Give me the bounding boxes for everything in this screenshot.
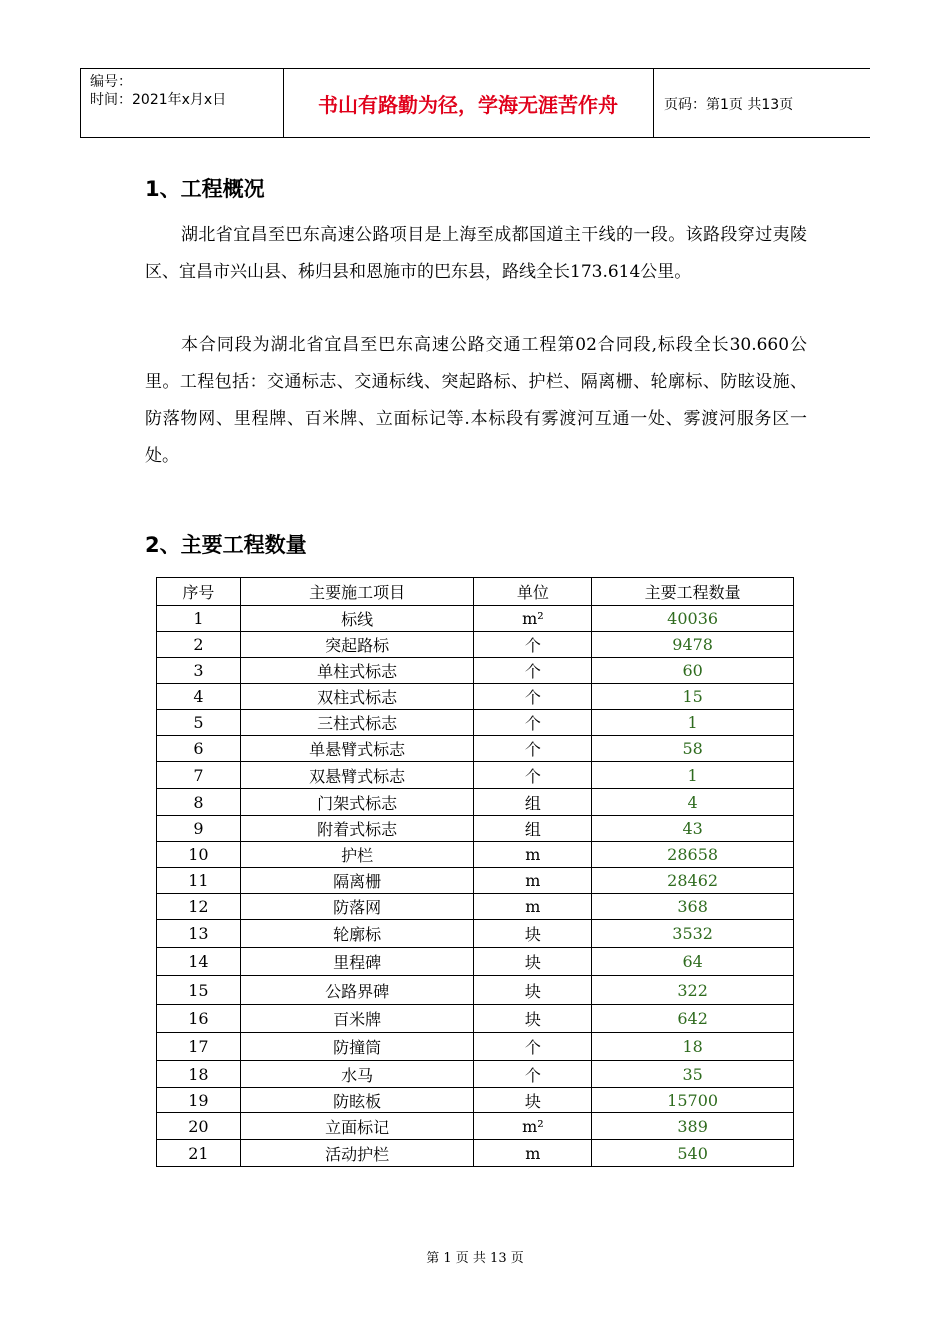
- row-item: 附着式标志: [240, 816, 474, 842]
- row-index: 12: [157, 894, 241, 920]
- column-header: 主要施工项目: [240, 578, 474, 606]
- table-row: [157, 868, 794, 894]
- row-item: 防落网: [240, 894, 474, 920]
- row-item: 里程碑: [240, 948, 474, 976]
- table-row: [157, 976, 794, 1005]
- row-quantity: 35: [592, 1061, 794, 1088]
- row-quantity: 40036: [592, 606, 794, 632]
- row-quantity: 322: [592, 976, 794, 1005]
- table-row: [157, 606, 794, 632]
- row-unit: m: [474, 894, 592, 920]
- row-index: 5: [157, 710, 241, 736]
- row-item: 标线: [240, 606, 474, 632]
- header-divider: [653, 69, 654, 137]
- row-index: 3: [157, 658, 241, 684]
- row-unit: 个: [474, 710, 592, 736]
- row-unit: 块: [474, 1088, 592, 1113]
- row-index: 7: [157, 762, 241, 789]
- column-header: 单位: [474, 578, 592, 606]
- row-item: 双柱式标志: [240, 684, 474, 710]
- page-header: [80, 68, 870, 138]
- row-unit: m²: [474, 606, 592, 632]
- section-1-paragraph: 本合同段为湖北省宜昌至巴东高速公路交通工程第02合同段,标段全长30.660公里。工程包括：交通标志、交通标线、突起路标、护栏、隔离栅、轮廓标、防眩设施、防落物网、里程牌、百米牌、立面标记等.本标段有雾渡河互通一处、雾渡河服务区一处。: [145, 335, 807, 466]
- table-row: [157, 684, 794, 710]
- row-item: 隔离栅: [240, 868, 474, 894]
- row-index: 4: [157, 684, 241, 710]
- row-item: 百米牌: [240, 1005, 474, 1033]
- row-item: 活动护栏: [240, 1140, 474, 1167]
- row-item: 护栏: [240, 842, 474, 868]
- table-row: [157, 842, 794, 868]
- row-unit: 个: [474, 684, 592, 710]
- row-index: 20: [157, 1113, 241, 1140]
- row-unit: 个: [474, 1061, 592, 1088]
- header-meta: [90, 73, 226, 109]
- row-unit: m²: [474, 1113, 592, 1140]
- document-number-label: 编号：: [90, 74, 132, 90]
- row-quantity: 58: [592, 736, 794, 762]
- header-divider: [80, 69, 81, 137]
- table-row: [157, 816, 794, 842]
- row-index: 11: [157, 868, 241, 894]
- row-index: 14: [157, 948, 241, 976]
- table-row: [157, 736, 794, 762]
- row-unit: 块: [474, 1005, 592, 1033]
- row-quantity: 368: [592, 894, 794, 920]
- row-quantity: 9478: [592, 632, 794, 658]
- table-row: [157, 920, 794, 948]
- row-index: 8: [157, 789, 241, 816]
- row-item: 防撞筒: [240, 1033, 474, 1061]
- row-quantity: 15700: [592, 1088, 794, 1113]
- row-quantity: 3532: [592, 920, 794, 948]
- row-item: 突起路标: [240, 632, 474, 658]
- row-unit: 个: [474, 736, 592, 762]
- row-unit: 块: [474, 976, 592, 1005]
- row-item: 轮廓标: [240, 920, 474, 948]
- quantity-table: [156, 577, 794, 1167]
- row-quantity: 389: [592, 1113, 794, 1140]
- row-quantity: 15: [592, 684, 794, 710]
- row-index: 6: [157, 736, 241, 762]
- row-quantity: 540: [592, 1140, 794, 1167]
- table-row: [157, 1005, 794, 1033]
- row-unit: m: [474, 842, 592, 868]
- row-item: 防眩板: [240, 1088, 474, 1113]
- section-2-title: 2、主要工程数量: [145, 533, 307, 557]
- row-quantity: 18: [592, 1033, 794, 1061]
- table-header-row: [157, 578, 794, 606]
- table-row: [157, 1088, 794, 1113]
- row-unit: 组: [474, 816, 592, 842]
- column-header: 主要工程数量: [592, 578, 794, 606]
- row-unit: 块: [474, 948, 592, 976]
- row-index: 21: [157, 1140, 241, 1167]
- row-quantity: 4: [592, 789, 794, 816]
- row-index: 17: [157, 1033, 241, 1061]
- row-quantity: 642: [592, 1005, 794, 1033]
- page-footer: 第 1 页 共 13 页: [426, 1251, 524, 1266]
- row-unit: m: [474, 868, 592, 894]
- row-index: 15: [157, 976, 241, 1005]
- row-index: 9: [157, 816, 241, 842]
- row-unit: 个: [474, 632, 592, 658]
- row-quantity: 1: [592, 762, 794, 789]
- section-1-title: 1、工程概况: [145, 177, 265, 201]
- row-unit: 个: [474, 1033, 592, 1061]
- row-index: 16: [157, 1005, 241, 1033]
- row-unit: 个: [474, 658, 592, 684]
- row-quantity: 28658: [592, 842, 794, 868]
- table-row: [157, 789, 794, 816]
- row-unit: 组: [474, 789, 592, 816]
- table-row: [157, 1061, 794, 1088]
- table-row: [157, 1140, 794, 1167]
- document-date: 时间：2021年x月x日: [90, 92, 227, 108]
- table-row: [157, 762, 794, 789]
- row-index: 2: [157, 632, 241, 658]
- row-quantity: 60: [592, 658, 794, 684]
- row-index: 19: [157, 1088, 241, 1113]
- row-item: 单悬臂式标志: [240, 736, 474, 762]
- row-index: 13: [157, 920, 241, 948]
- row-item: 公路界碑: [240, 976, 474, 1005]
- row-unit: m: [474, 1140, 592, 1167]
- row-unit: 块: [474, 920, 592, 948]
- row-quantity: 28462: [592, 868, 794, 894]
- header-motto: 书山有路勤为径，学海无涯苦作舟: [318, 92, 618, 117]
- row-index: 10: [157, 842, 241, 868]
- table-row: [157, 632, 794, 658]
- row-quantity: 1: [592, 710, 794, 736]
- table-row: [157, 894, 794, 920]
- column-header: 序号: [157, 578, 241, 606]
- header-page-info: 页码：第1页 共13页: [664, 97, 794, 113]
- table-row: [157, 948, 794, 976]
- row-item: 门架式标志: [240, 789, 474, 816]
- row-item: 水马: [240, 1061, 474, 1088]
- section-1-paragraph: 湖北省宜昌至巴东高速公路项目是上海至成都国道主干线的一段。该路段穿过夷陵区、宜昌市兴山县、秭归县和恩施市的巴东县，路线全长173.614公里。: [145, 225, 807, 282]
- row-index: 18: [157, 1061, 241, 1088]
- row-unit: 个: [474, 762, 592, 789]
- row-quantity: 64: [592, 948, 794, 976]
- table-row: [157, 1113, 794, 1140]
- table-row: [157, 658, 794, 684]
- row-item: 立面标记: [240, 1113, 474, 1140]
- row-item: 单柱式标志: [240, 658, 474, 684]
- table-row: [157, 1033, 794, 1061]
- row-quantity: 43: [592, 816, 794, 842]
- row-item: 双悬臂式标志: [240, 762, 474, 789]
- table-row: [157, 710, 794, 736]
- row-index: 1: [157, 606, 241, 632]
- row-item: 三柱式标志: [240, 710, 474, 736]
